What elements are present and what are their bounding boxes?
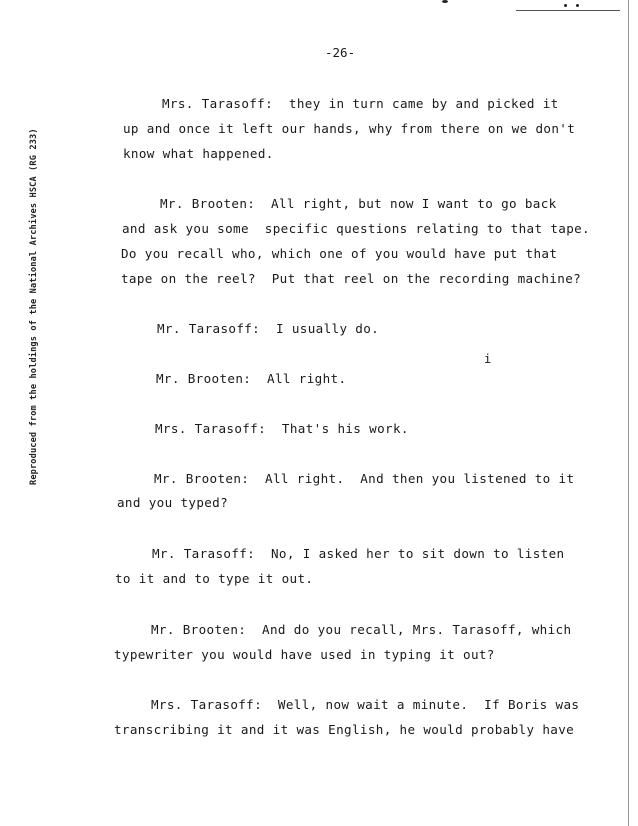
text-line: know what happened.: [123, 146, 274, 161]
text-line: and you typed?: [117, 495, 229, 510]
text-line: Mr. Brooten: All right, but now I want to go back: [160, 196, 557, 211]
archive-side-note: Reproduced from the holdings of the National Archives HSCA (RG 233): [29, 128, 39, 485]
stray-mark: i: [484, 352, 492, 366]
text-line: tape on the reel? Put that reel on the recording machine?: [121, 271, 582, 286]
text-line: Mr. Tarasoff: No, I asked her to sit down to listen: [152, 546, 565, 561]
text-line: up and once it left our hands, why from there on we don't: [123, 121, 576, 136]
ink-speck: [564, 4, 567, 7]
text-line: Do you recall who, which one of you would have put that: [121, 246, 558, 261]
text-line: typewriter you would have used in typing it out?: [114, 647, 495, 662]
page-edge: [628, 0, 629, 826]
text-line: Mr. Brooten: All right. And then you listened to it: [154, 471, 575, 486]
ink-speck: [576, 4, 579, 7]
text-line: Mrs. Tarasoff: Well, now wait a minute. If Boris was: [151, 697, 580, 712]
text-line: to it and to type it out.: [115, 571, 314, 586]
page-number: -26-: [325, 45, 356, 60]
text-line: Mr. Brooten: All right.: [156, 371, 347, 386]
text-line: Mrs. Tarasoff: they in turn came by and picked it: [162, 96, 559, 111]
text-line: Mr. Tarasoff: I usually do.: [157, 321, 380, 336]
top-rule: [516, 10, 620, 11]
text-line: Mr. Brooten: And do you recall, Mrs. Tarasoff, which: [151, 622, 572, 637]
text-line: Mrs. Tarasoff: That's his work.: [155, 421, 409, 436]
text-line: and ask you some specific questions relating to that tape.: [122, 221, 590, 236]
ink-speck: [442, 0, 448, 3]
text-line: transcribing it and it was English, he would probably have: [114, 722, 575, 737]
